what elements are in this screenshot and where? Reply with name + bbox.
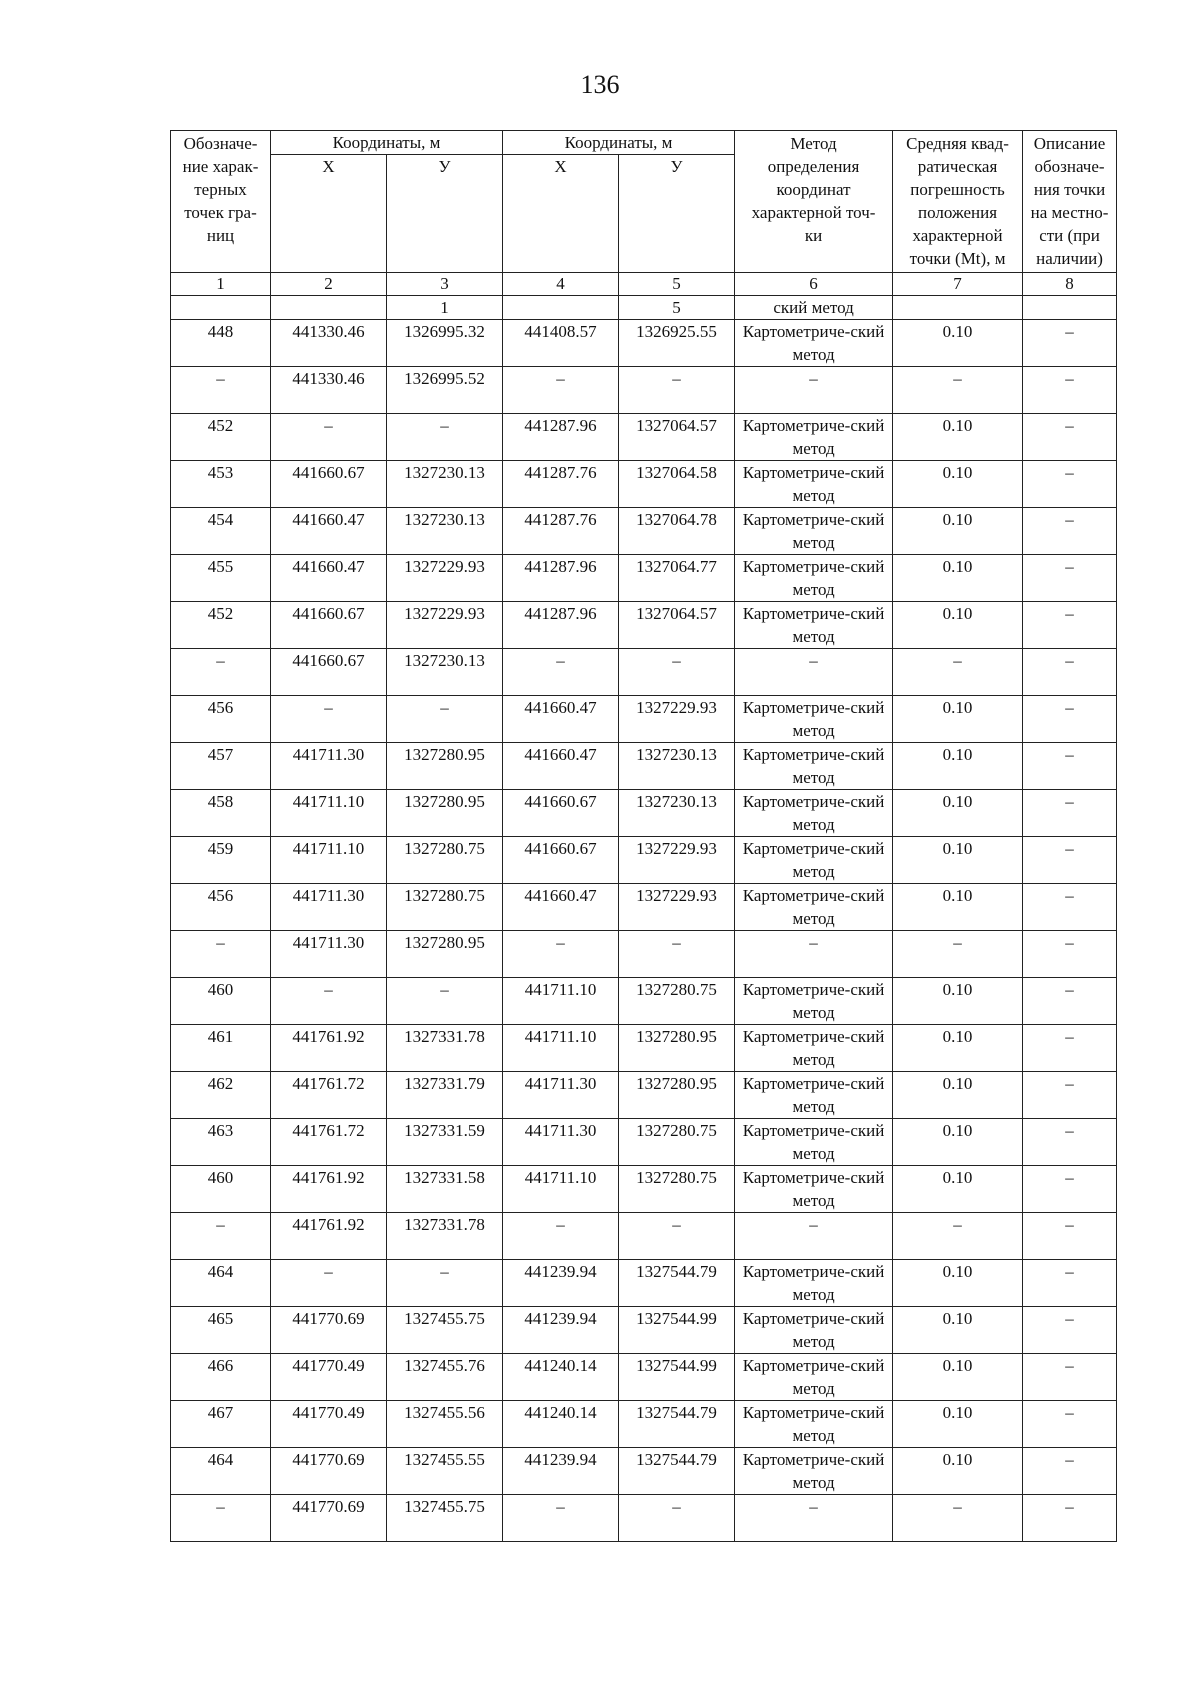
x1-cell: 441761.72 <box>271 1119 387 1166</box>
point-id-cell: 459 <box>171 837 271 884</box>
error-cell: – <box>893 1213 1023 1260</box>
error-cell: 0.10 <box>893 602 1023 649</box>
table-row <box>171 1401 1117 1448</box>
x2-cell <box>503 296 619 320</box>
y1-cell: 1327455.75 <box>387 1495 503 1542</box>
description-cell: – <box>1023 696 1117 743</box>
point-id-cell: 464 <box>171 1260 271 1307</box>
y2-cell: 1327229.93 <box>619 696 735 743</box>
error-cell: – <box>893 931 1023 978</box>
description-cell: – <box>1023 461 1117 508</box>
table-body <box>171 296 1117 1542</box>
table-row <box>171 1495 1117 1542</box>
y1-cell: 1327331.58 <box>387 1166 503 1213</box>
description-cell: – <box>1023 1072 1117 1119</box>
y1-cell: 1327230.13 <box>387 508 503 555</box>
y1-cell: – <box>387 1260 503 1307</box>
y2-cell: 1327229.93 <box>619 837 735 884</box>
method-cell: Картометриче-ский метод <box>735 1307 893 1354</box>
y2-cell: 1327064.78 <box>619 508 735 555</box>
x2-cell: 441660.47 <box>503 743 619 790</box>
column-number: 3 <box>387 273 503 296</box>
x1-cell: 441660.67 <box>271 602 387 649</box>
y1-cell: – <box>387 696 503 743</box>
x1-cell: 441711.10 <box>271 790 387 837</box>
x1-cell: 441711.30 <box>271 931 387 978</box>
x1-cell: 441711.10 <box>271 837 387 884</box>
table-row <box>171 696 1117 743</box>
description-cell: – <box>1023 649 1117 696</box>
x2-cell: – <box>503 1495 619 1542</box>
x1-cell: 441761.92 <box>271 1213 387 1260</box>
y1-cell: 1327280.95 <box>387 790 503 837</box>
coordinates-table <box>170 130 1117 1542</box>
y1-cell: 1327455.75 <box>387 1307 503 1354</box>
column-number: 8 <box>1023 273 1117 296</box>
x2-cell: 441240.14 <box>503 1354 619 1401</box>
point-id-cell: 460 <box>171 1166 271 1213</box>
method-cell: Картометриче-ский метод <box>735 1401 893 1448</box>
description-cell: – <box>1023 978 1117 1025</box>
y2-cell: 1327544.79 <box>619 1260 735 1307</box>
y1-cell: 1327280.95 <box>387 743 503 790</box>
point-id-cell: 460 <box>171 978 271 1025</box>
description-cell: – <box>1023 1307 1117 1354</box>
point-id-cell: 462 <box>171 1072 271 1119</box>
y2-cell: 1327230.13 <box>619 790 735 837</box>
method-cell: Картометриче-ский метод <box>735 1448 893 1495</box>
x1-cell: 441770.69 <box>271 1448 387 1495</box>
table-row <box>171 978 1117 1025</box>
method-cell: Картометриче-ский метод <box>735 1260 893 1307</box>
point-id-cell: 461 <box>171 1025 271 1072</box>
method-cell: – <box>735 931 893 978</box>
description-cell: – <box>1023 555 1117 602</box>
table-row <box>171 1260 1117 1307</box>
error-cell: 0.10 <box>893 320 1023 367</box>
header-mean-square-error: Средняя квад- ратическая погрешность положения характерной точки (Mt), м <box>893 131 1023 273</box>
x1-cell: 441761.72 <box>271 1072 387 1119</box>
method-cell: Картометриче-ский метод <box>735 1354 893 1401</box>
y1-cell: 1327230.13 <box>387 649 503 696</box>
y1-cell: 1327280.75 <box>387 884 503 931</box>
x2-cell: – <box>503 367 619 414</box>
error-cell <box>893 296 1023 320</box>
y1-cell: 1327455.76 <box>387 1354 503 1401</box>
table-row <box>171 1354 1117 1401</box>
table-row <box>171 555 1117 602</box>
header-coordinates-group-2: Координаты, м <box>503 131 735 155</box>
point-id-cell: 457 <box>171 743 271 790</box>
y2-cell: – <box>619 1213 735 1260</box>
point-id-cell: 452 <box>171 602 271 649</box>
x1-cell: – <box>271 978 387 1025</box>
x2-cell: 441240.14 <box>503 1401 619 1448</box>
continuation-row <box>171 296 1117 320</box>
description-cell: – <box>1023 367 1117 414</box>
y1-cell: 1326995.52 <box>387 367 503 414</box>
x2-cell: 441711.30 <box>503 1072 619 1119</box>
page-number: 136 <box>580 70 620 99</box>
table-row <box>171 320 1117 367</box>
error-cell: – <box>893 1495 1023 1542</box>
method-cell: – <box>735 649 893 696</box>
x2-cell: 441711.10 <box>503 978 619 1025</box>
x2-cell: – <box>503 649 619 696</box>
error-cell: 0.10 <box>893 696 1023 743</box>
description-cell: – <box>1023 602 1117 649</box>
description-cell: – <box>1023 508 1117 555</box>
y2-cell: 1327544.99 <box>619 1307 735 1354</box>
x2-cell: 441711.30 <box>503 1119 619 1166</box>
y2-cell: 1327064.77 <box>619 555 735 602</box>
error-cell: 0.10 <box>893 837 1023 884</box>
error-cell: 0.10 <box>893 1448 1023 1495</box>
x1-cell: 441330.46 <box>271 320 387 367</box>
description-cell: – <box>1023 790 1117 837</box>
point-id-cell: 456 <box>171 884 271 931</box>
error-cell: – <box>893 649 1023 696</box>
method-cell: Картометриче-ский метод <box>735 602 893 649</box>
x1-cell: 441660.47 <box>271 555 387 602</box>
method-cell: Картометриче-ский метод <box>735 508 893 555</box>
error-cell: 0.10 <box>893 790 1023 837</box>
method-cell: ский метод <box>735 296 893 320</box>
description-cell: – <box>1023 1495 1117 1542</box>
description-cell: – <box>1023 414 1117 461</box>
point-id-cell: 467 <box>171 1401 271 1448</box>
error-cell: 0.10 <box>893 508 1023 555</box>
y2-cell: – <box>619 367 735 414</box>
error-cell: 0.10 <box>893 978 1023 1025</box>
x1-cell: 441660.67 <box>271 461 387 508</box>
description-cell: – <box>1023 1166 1117 1213</box>
point-id-cell: – <box>171 1495 271 1542</box>
error-cell: 0.10 <box>893 1119 1023 1166</box>
description-cell: – <box>1023 1025 1117 1072</box>
x1-cell: 441761.92 <box>271 1025 387 1072</box>
y1-cell: 1326995.32 <box>387 320 503 367</box>
table-row <box>171 1025 1117 1072</box>
method-cell: Картометриче-ский метод <box>735 696 893 743</box>
x1-cell: 441660.67 <box>271 649 387 696</box>
x1-cell: 441711.30 <box>271 743 387 790</box>
x2-cell: 441660.67 <box>503 837 619 884</box>
error-cell: 0.10 <box>893 555 1023 602</box>
x2-cell: 441408.57 <box>503 320 619 367</box>
point-id-cell: 466 <box>171 1354 271 1401</box>
y2-cell: 1327064.57 <box>619 414 735 461</box>
x2-cell: 441711.10 <box>503 1166 619 1213</box>
point-id-cell: 455 <box>171 555 271 602</box>
method-cell: Картометриче-ский метод <box>735 320 893 367</box>
header-method: Метод определения координат характерной точ- ки <box>735 131 893 273</box>
error-cell: – <box>893 367 1023 414</box>
table-row <box>171 1213 1117 1260</box>
point-id-cell: 453 <box>171 461 271 508</box>
x2-cell: 441287.96 <box>503 602 619 649</box>
y1-cell: 1327455.55 <box>387 1448 503 1495</box>
x1-cell: 441770.49 <box>271 1354 387 1401</box>
x2-cell: 441711.10 <box>503 1025 619 1072</box>
column-number: 4 <box>503 273 619 296</box>
y1-cell: 1327331.78 <box>387 1025 503 1072</box>
table-row <box>171 602 1117 649</box>
description-cell: – <box>1023 1354 1117 1401</box>
table-row <box>171 461 1117 508</box>
y1-cell: 1 <box>387 296 503 320</box>
error-cell: 0.10 <box>893 1401 1023 1448</box>
method-cell: Картометриче-ский метод <box>735 1025 893 1072</box>
y2-cell: 1327544.99 <box>619 1354 735 1401</box>
y2-cell: 1327280.75 <box>619 978 735 1025</box>
x2-cell: 441239.94 <box>503 1307 619 1354</box>
method-cell: Картометриче-ский метод <box>735 1166 893 1213</box>
x2-cell: 441660.67 <box>503 790 619 837</box>
point-id-cell: – <box>171 931 271 978</box>
table-row <box>171 1072 1117 1119</box>
error-cell: 0.10 <box>893 884 1023 931</box>
description-cell: – <box>1023 884 1117 931</box>
table-row <box>171 743 1117 790</box>
description-cell: – <box>1023 837 1117 884</box>
error-cell: 0.10 <box>893 414 1023 461</box>
y1-cell: 1327331.79 <box>387 1072 503 1119</box>
description-cell: – <box>1023 1260 1117 1307</box>
column-number: 2 <box>271 273 387 296</box>
point-id-cell: – <box>171 649 271 696</box>
point-id-cell: 454 <box>171 508 271 555</box>
x2-cell: 441239.94 <box>503 1260 619 1307</box>
y2-cell: – <box>619 931 735 978</box>
table-row <box>171 884 1117 931</box>
y1-cell: 1327229.93 <box>387 555 503 602</box>
y2-cell: 1327544.79 <box>619 1448 735 1495</box>
description-cell: – <box>1023 320 1117 367</box>
table-row <box>171 837 1117 884</box>
x1-cell: 441770.69 <box>271 1495 387 1542</box>
column-number: 5 <box>619 273 735 296</box>
y2-cell: 1327280.75 <box>619 1166 735 1213</box>
y2-cell: 1326925.55 <box>619 320 735 367</box>
point-id-cell: 465 <box>171 1307 271 1354</box>
description-cell: – <box>1023 743 1117 790</box>
method-cell: – <box>735 367 893 414</box>
x1-cell: – <box>271 1260 387 1307</box>
y2-cell: 1327229.93 <box>619 884 735 931</box>
table-row <box>171 1119 1117 1166</box>
point-id-cell: 464 <box>171 1448 271 1495</box>
description-cell: – <box>1023 1448 1117 1495</box>
y1-cell: 1327331.78 <box>387 1213 503 1260</box>
point-id-cell: – <box>171 1213 271 1260</box>
x2-cell: 441660.47 <box>503 884 619 931</box>
x2-cell: 441287.76 <box>503 461 619 508</box>
table-row <box>171 649 1117 696</box>
error-cell: 0.10 <box>893 1072 1023 1119</box>
method-cell: Картометриче-ский метод <box>735 978 893 1025</box>
method-cell: Картометриче-ский метод <box>735 884 893 931</box>
header-x-2: Х <box>503 155 619 273</box>
error-cell: 0.10 <box>893 1307 1023 1354</box>
error-cell: 0.10 <box>893 461 1023 508</box>
error-cell: 0.10 <box>893 1260 1023 1307</box>
header-x-1: Х <box>271 155 387 273</box>
point-id-cell <box>171 296 271 320</box>
y2-cell: 1327064.58 <box>619 461 735 508</box>
table-row <box>171 1448 1117 1495</box>
y2-cell: 1327064.57 <box>619 602 735 649</box>
x2-cell: 441239.94 <box>503 1448 619 1495</box>
method-cell: Картометриче-ский метод <box>735 555 893 602</box>
method-cell: Картометриче-ский метод <box>735 837 893 884</box>
description-cell: – <box>1023 1401 1117 1448</box>
method-cell: Картометриче-ский метод <box>735 790 893 837</box>
header-point-description: Описание обозначе- ния точки на местно- сти (при наличии) <box>1023 131 1117 273</box>
point-id-cell: 452 <box>171 414 271 461</box>
y1-cell: 1327229.93 <box>387 602 503 649</box>
point-id-cell: 463 <box>171 1119 271 1166</box>
column-number: 6 <box>735 273 893 296</box>
x2-cell: 441660.47 <box>503 696 619 743</box>
x1-cell: 441330.46 <box>271 367 387 414</box>
x2-cell: – <box>503 931 619 978</box>
x2-cell: – <box>503 1213 619 1260</box>
error-cell: 0.10 <box>893 1025 1023 1072</box>
header-y-2: У <box>619 155 735 273</box>
y2-cell: – <box>619 1495 735 1542</box>
method-cell: Картометриче-ский метод <box>735 1119 893 1166</box>
table-row <box>171 367 1117 414</box>
y1-cell: 1327455.56 <box>387 1401 503 1448</box>
method-cell: Картометриче-ский метод <box>735 743 893 790</box>
table-row <box>171 790 1117 837</box>
y2-cell: 1327280.95 <box>619 1072 735 1119</box>
x1-cell: 441761.92 <box>271 1166 387 1213</box>
description-cell: – <box>1023 931 1117 978</box>
description-cell: – <box>1023 1213 1117 1260</box>
table-row <box>171 1166 1117 1213</box>
error-cell: 0.10 <box>893 1354 1023 1401</box>
x1-cell: 441770.49 <box>271 1401 387 1448</box>
y2-cell: – <box>619 649 735 696</box>
method-cell: Картометриче-ский метод <box>735 414 893 461</box>
x1-cell: – <box>271 414 387 461</box>
x1-cell: 441660.47 <box>271 508 387 555</box>
x2-cell: 441287.96 <box>503 555 619 602</box>
header-point-designation: Обозначе- ние харак- терных точек гра- ниц <box>171 131 271 273</box>
column-number: 1 <box>171 273 271 296</box>
table-row <box>171 508 1117 555</box>
y2-cell: 1327230.13 <box>619 743 735 790</box>
x2-cell: 441287.96 <box>503 414 619 461</box>
y2-cell: 5 <box>619 296 735 320</box>
y1-cell: – <box>387 414 503 461</box>
description-cell <box>1023 296 1117 320</box>
point-id-cell: 448 <box>171 320 271 367</box>
y1-cell: 1327331.59 <box>387 1119 503 1166</box>
x1-cell: 441711.30 <box>271 884 387 931</box>
header-y-1: У <box>387 155 503 273</box>
error-cell: 0.10 <box>893 743 1023 790</box>
y2-cell: 1327280.75 <box>619 1119 735 1166</box>
x2-cell: 441287.76 <box>503 508 619 555</box>
table-row <box>171 1307 1117 1354</box>
method-cell: – <box>735 1495 893 1542</box>
point-id-cell: 456 <box>171 696 271 743</box>
method-cell: Картометриче-ский метод <box>735 1072 893 1119</box>
header-row-1 <box>171 131 1117 155</box>
point-id-cell: – <box>171 367 271 414</box>
header-coordinates-group-1: Координаты, м <box>271 131 503 155</box>
method-cell: Картометриче-ский метод <box>735 461 893 508</box>
y1-cell: 1327280.95 <box>387 931 503 978</box>
y1-cell: 1327280.75 <box>387 837 503 884</box>
y2-cell: 1327280.95 <box>619 1025 735 1072</box>
x1-cell: – <box>271 696 387 743</box>
x1-cell <box>271 296 387 320</box>
column-number: 7 <box>893 273 1023 296</box>
x1-cell: 441770.69 <box>271 1307 387 1354</box>
y1-cell: – <box>387 978 503 1025</box>
y1-cell: 1327230.13 <box>387 461 503 508</box>
column-number-row <box>171 273 1117 296</box>
table-row <box>171 414 1117 461</box>
point-id-cell: 458 <box>171 790 271 837</box>
error-cell: 0.10 <box>893 1166 1023 1213</box>
table-row <box>171 931 1117 978</box>
method-cell: – <box>735 1213 893 1260</box>
y2-cell: 1327544.79 <box>619 1401 735 1448</box>
description-cell: – <box>1023 1119 1117 1166</box>
